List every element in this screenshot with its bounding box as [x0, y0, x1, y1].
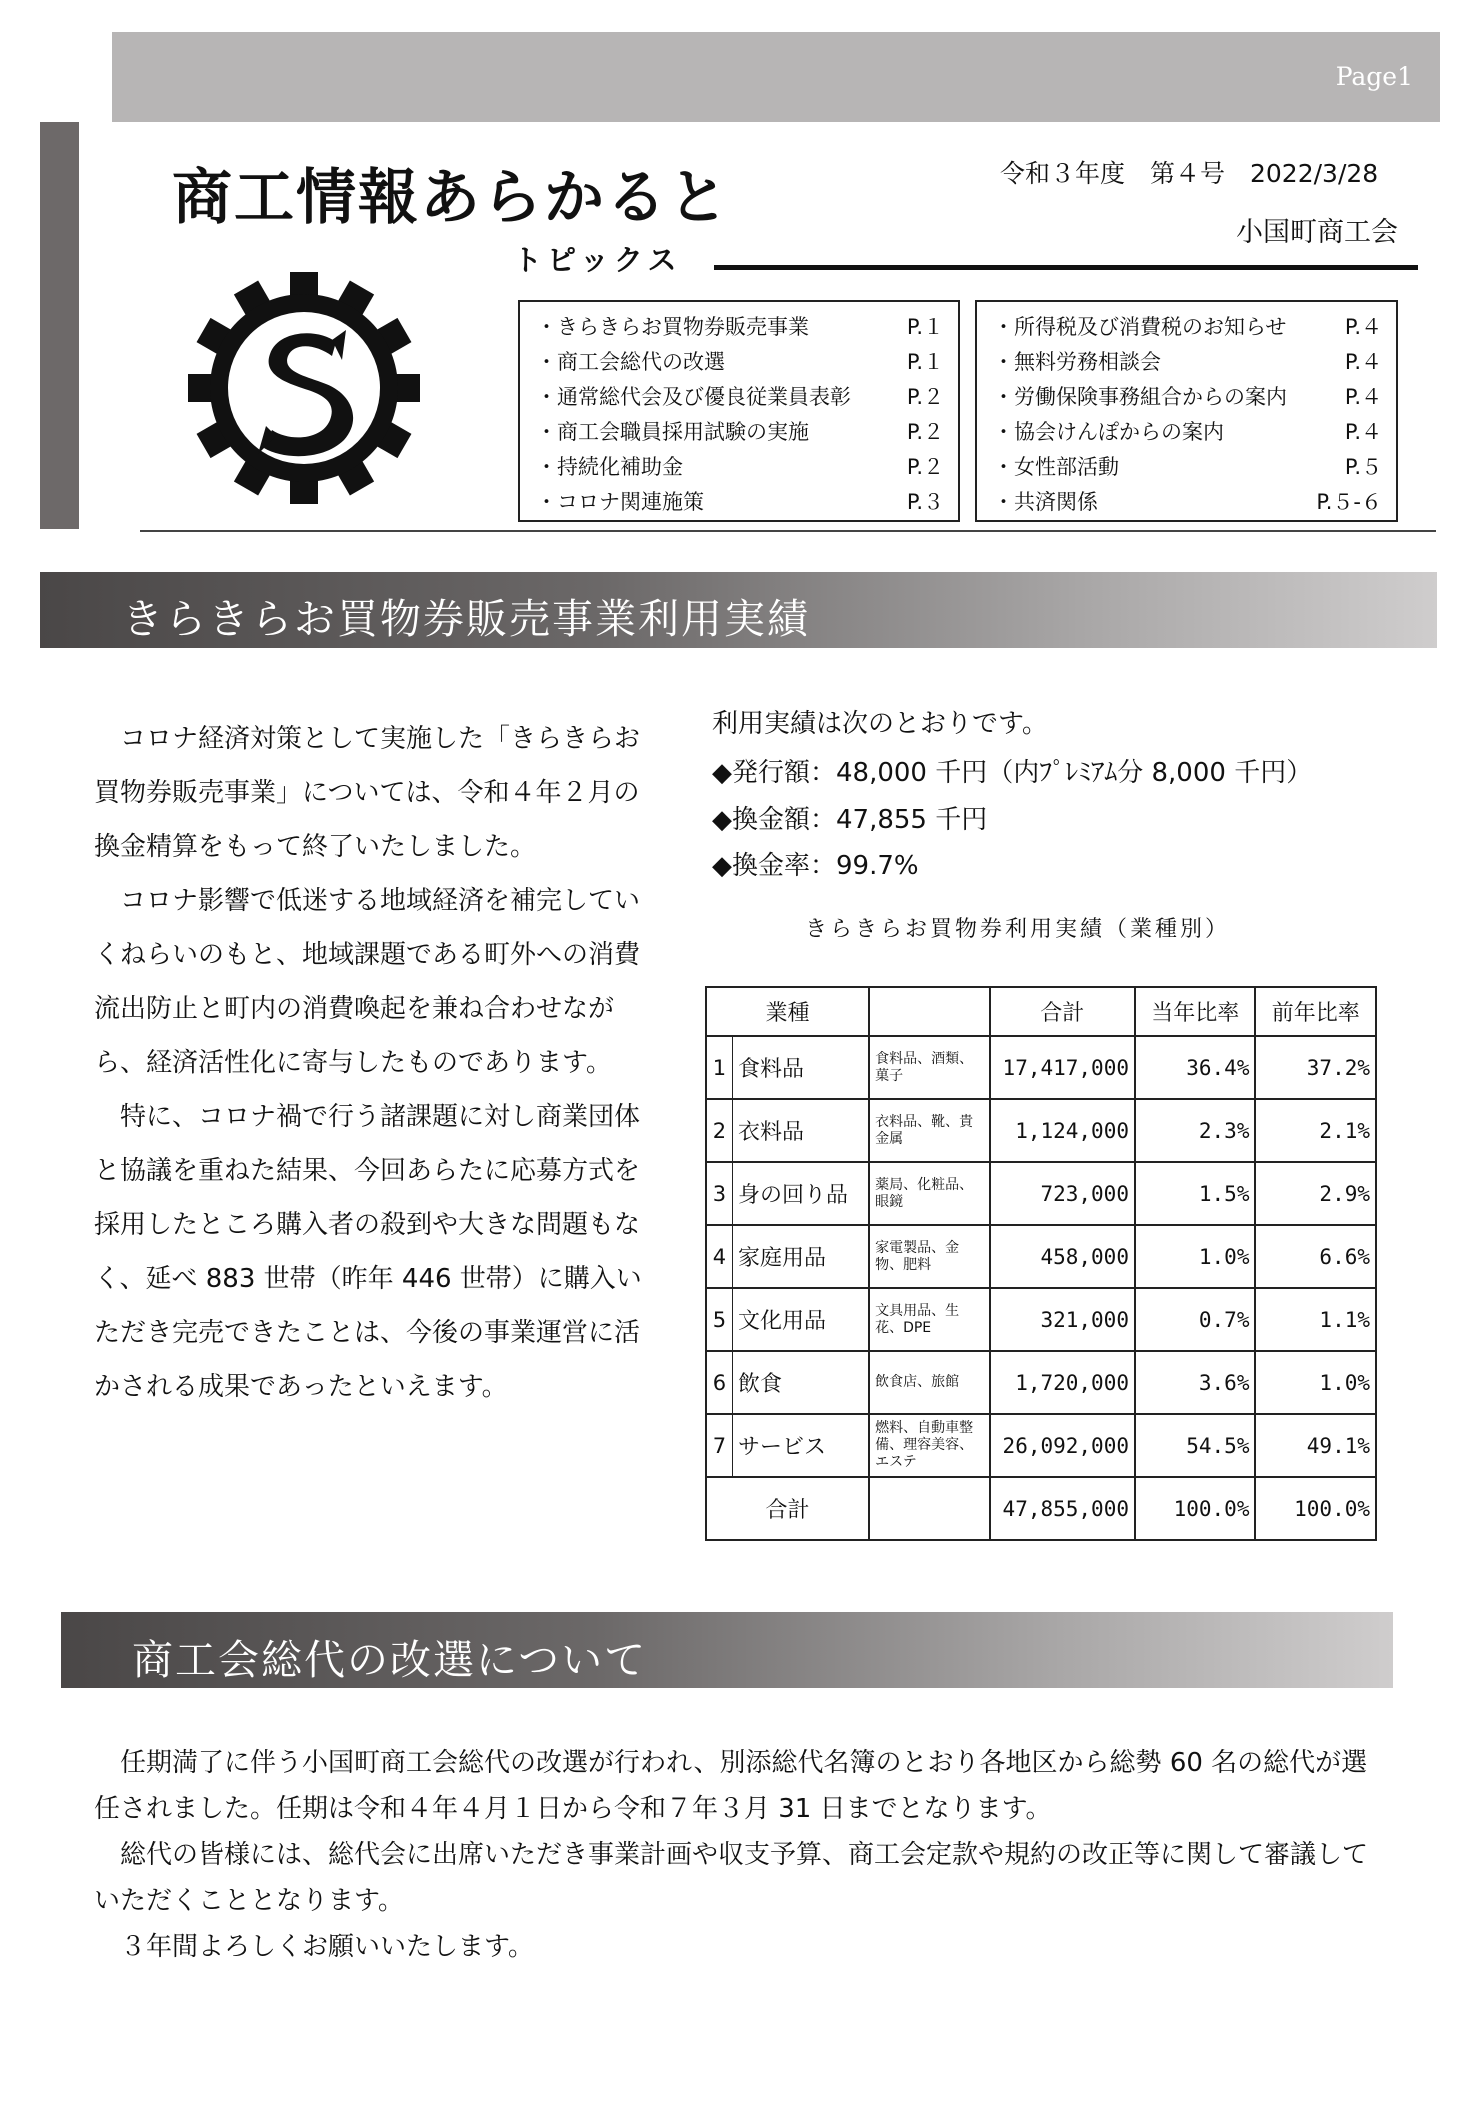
topics-rule	[714, 265, 1418, 270]
toc-item[interactable]: ・無料労務相談会 P.４	[993, 350, 1382, 374]
toc-item[interactable]: ・商工会総代の改選 P.１	[536, 350, 944, 374]
table-total-row: 合計 47,855,000 100.0% 100.0%	[706, 1477, 1376, 1540]
newsletter-title: 商工情報あらかると	[172, 163, 730, 233]
toc-item[interactable]: ・商工会職員採用試験の実施 P.２	[536, 420, 944, 444]
section-body	[94, 1740, 1384, 1970]
page-number: Page1	[1335, 62, 1413, 91]
result-issued: ◆発行額：48,000 千円（内ﾌﾟﾚﾐｱﾑ分 8,000 千円）	[712, 758, 1313, 788]
table-row: 3 身の回り品 薬局、化粧品、眼鏡 723,000 1.5% 2.9%	[706, 1162, 1376, 1225]
paragraph: ３年間よろしくお願いいたします。	[120, 1932, 534, 1962]
result-rate: ◆換金率：99.7%	[712, 851, 919, 881]
header-band	[112, 32, 1440, 122]
header-current-ratio: 当年比率	[1135, 987, 1255, 1036]
header-detail	[869, 987, 989, 1036]
section-title: きらきらお買物券販売事業利用実績	[122, 595, 810, 643]
paragraph: コロナ経済対策として実施した「きらきらお買物券販売事業」については、令和４年２月の換金精算をもって終了いたしました。	[94, 724, 641, 862]
toc-box-left	[518, 300, 960, 522]
paragraph: 特に、コロナ禍で行う諸課題に対し商業団体と協議を重ねた結果、今回あらたに応募方式を採用したところ購入者の殺到や大きな問題もなく、延べ 883 世帯（昨年 446 世帯）に購入いただき完売できたことは、今後の事業運営に活かされる成果であったといえます。	[94, 1102, 642, 1402]
paragraph: 任期満了に伴う小国町商工会総代の改選が行われ、別添総代名簿のとおり各地区から総勢 60 名の総代が選任されました。任期は令和４年４月１日から令和７年３月 31 日までとなります。	[94, 1748, 1368, 1824]
toc-item[interactable]: ・共済関係 P.５-６	[993, 490, 1382, 514]
table-row: 2 衣料品 衣料品、靴、貴金属 1,124,000 2.3% 2.1%	[706, 1099, 1376, 1162]
table-header-row	[706, 987, 1376, 1036]
toc-item[interactable]: ・女性部活動 P.５	[993, 455, 1382, 479]
table-row: 4 家庭用品 家電製品、金物、肥料 458,000 1.0% 6.6%	[706, 1225, 1376, 1288]
header-previous-ratio: 前年比率	[1255, 987, 1376, 1036]
table-row: 5 文化用品 文具用品、生花、DPE 321,000 0.7% 1.1%	[706, 1288, 1376, 1351]
toc-item[interactable]: ・通常総代会及び優良従業員表彰 P.２	[536, 385, 944, 409]
section-title: 商工会総代の改選について	[132, 1636, 648, 1684]
toc-item[interactable]: ・所得税及び消費税のお知らせ P.４	[993, 315, 1382, 339]
side-accent-bar	[40, 122, 79, 529]
toc-item[interactable]: ・持続化補助金 P.２	[536, 455, 944, 479]
gear-s-emblem-icon	[186, 270, 422, 506]
header-divider	[140, 530, 1436, 532]
section-body	[94, 712, 657, 1414]
toc-box-right	[975, 300, 1398, 522]
toc-item[interactable]: ・労働保険事務組合からの案内 P.４	[993, 385, 1382, 409]
paragraph: コロナ影響で低迷する地域経済を補完していくねらいのもと、地域課題である町外への消費流出防止と町内の消費喚起を兼ね合わせながら、経済活性化に寄与したものであります。	[94, 886, 641, 1078]
toc-item[interactable]: ・コロナ関連施策 P.３	[536, 490, 944, 514]
toc-item[interactable]: ・協会けんぽからの案内 P.４	[993, 420, 1382, 444]
table-row: 1 食料品 食料品、酒類、菓子 17,417,000 36.4% 37.2%	[706, 1036, 1376, 1099]
table-row: 7 サービス 燃料、自動車整備、理容美容、エステ 26,092,000 54.5% 49.1%	[706, 1414, 1376, 1477]
header-total: 合計	[990, 987, 1135, 1036]
result-redeemed: ◆換金額：47,855 千円	[712, 805, 988, 835]
usage-table	[705, 986, 1377, 1541]
issue-info: 令和３年度 第４号 2022/3/28	[1000, 159, 1379, 188]
publisher-name: 小国町商工会	[1236, 217, 1398, 248]
table-row: 6 飲食 飲食店、旅館 1,720,000 3.6% 1.0%	[706, 1351, 1376, 1414]
paragraph: 総代の皆様には、総代会に出席いただき事業計画や収支予算、商工会定款や規約の改正等に関して審議していただくこととなります。	[94, 1840, 1369, 1916]
toc-item[interactable]: ・きらきらお買物券販売事業 P.１	[536, 315, 944, 339]
header-category: 業種	[706, 987, 869, 1036]
table-caption: きらきらお買物券利用実績（業種別）	[805, 917, 1231, 942]
results-intro: 利用実績は次のとおりです。	[712, 709, 1048, 739]
topics-label: トピックス	[513, 243, 682, 277]
